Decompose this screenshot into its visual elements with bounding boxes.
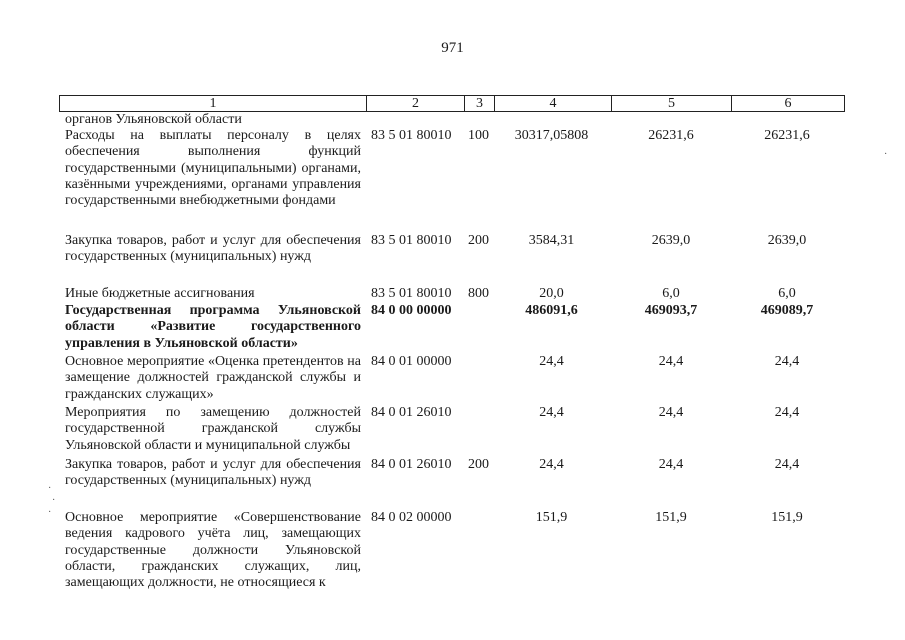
row-value-6: 151,9 [771, 510, 803, 525]
row-value-5: 469093,7 [644, 303, 698, 318]
row-value-5: 26231,6 [648, 128, 694, 143]
scan-speck: · [48, 507, 52, 518]
row-type: 100 [468, 128, 489, 143]
row-value-4: 486091,6 [525, 303, 578, 318]
row-code: 84 0 02 00000 [371, 510, 452, 525]
row-type: 800 [468, 286, 489, 301]
row-value-4: 24,4 [539, 457, 564, 472]
row-value-6: 24,4 [774, 354, 800, 369]
page-number: 971 [441, 40, 464, 56]
header-col-3: 3 [464, 96, 494, 111]
row-value-5: 24,4 [658, 457, 684, 472]
row-value-5: 151,9 [655, 510, 687, 525]
row-name: органов Ульяновской области [65, 112, 242, 127]
row-name: Закупка товаров, работ и услуг для обеспечения государственных (муниципальных) нужд [65, 233, 361, 265]
row-type: 200 [468, 233, 489, 248]
header-col-6: 6 [731, 96, 844, 111]
row-value-4: 24,4 [539, 354, 564, 369]
row-value-4: 3584,31 [528, 233, 575, 248]
header-col-4: 4 [494, 96, 611, 111]
row-code: 84 0 01 00000 [371, 354, 452, 369]
row-name: Расходы на выплаты персоналу в целях обеспечения выполнения функций государственными (муниципальными) органами, казёнными учреждениями, органами управления государственными внебюджетными фондами [65, 128, 361, 209]
row-code: 84 0 01 26010 [371, 457, 452, 472]
table-header [59, 95, 845, 112]
row-value-5: 24,4 [658, 405, 684, 420]
scan-speck: · [884, 149, 888, 160]
row-name: Основное мероприятие «Оценка претендентов на замещение должностей гражданской службы и гражданских служащих» [65, 354, 361, 402]
header-col-5: 5 [611, 96, 731, 111]
row-name: Основное мероприятие «Совершенствование ведения кадрового учёта лиц, замещающих государственные должности Ульяновской области, гражданских служащих, лиц, замещающих должности, не относящиеся к [65, 510, 361, 591]
row-name: Закупка товаров, работ и услуг для обеспечения государственных (муниципальных) нужд [65, 457, 361, 489]
row-value-4: 151,9 [535, 510, 568, 525]
scan-speck: · [52, 495, 56, 506]
row-value-5: 24,4 [658, 354, 684, 369]
row-code: 84 0 00 00000 [371, 303, 452, 318]
row-code: 83 5 01 80010 [371, 128, 452, 143]
row-value-6: 24,4 [774, 405, 800, 420]
row-name: Иные бюджетные ассигнования [65, 286, 255, 301]
row-type: 200 [468, 457, 489, 472]
row-code: 84 0 01 26010 [371, 405, 452, 420]
row-value-6: 6,0 [778, 286, 796, 301]
row-value-4: 20,0 [539, 286, 564, 301]
row-value-5: 2639,0 [651, 233, 691, 248]
row-code: 83 5 01 80010 [371, 286, 452, 301]
row-value-5: 6,0 [662, 286, 680, 301]
header-col-1: 1 [209, 96, 217, 111]
row-value-6: 469089,7 [760, 303, 814, 318]
row-value-6: 26231,6 [764, 128, 810, 143]
header-col-2: 2 [366, 96, 464, 111]
row-value-4: 24,4 [539, 405, 564, 420]
row-value-6: 2639,0 [767, 233, 807, 248]
row-name: Мероприятия по замещению должностей государственной гражданской службы Ульяновской области и муниципальной службы [65, 405, 361, 453]
row-name: Государственная программа Ульяновской области «Развитие государственного управления в Ульяновской области» [65, 303, 361, 351]
scan-speck: · [48, 483, 52, 494]
row-value-4: 30317,05808 [514, 128, 589, 143]
row-value-6: 24,4 [774, 457, 800, 472]
row-code: 83 5 01 80010 [371, 233, 452, 248]
